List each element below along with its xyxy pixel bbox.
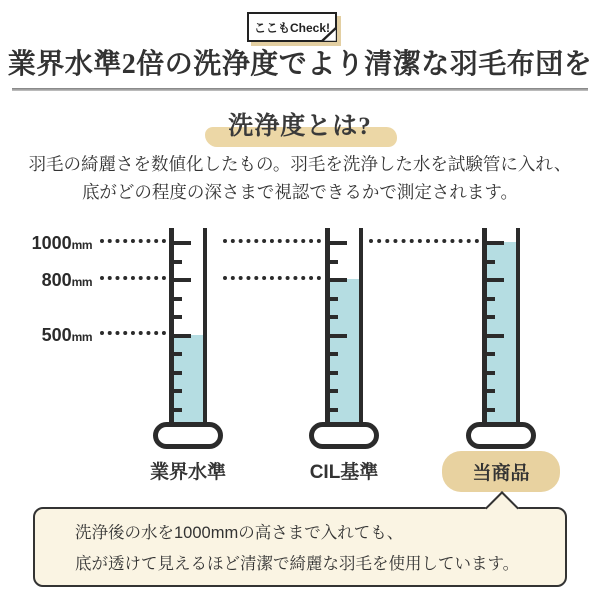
description-line-2: 底がどの程度の深さまで視認できるかで測定されます。 — [81, 182, 519, 202]
cylinder-base — [153, 422, 223, 449]
test-tube — [309, 228, 379, 428]
cleanliness-chart — [0, 225, 600, 490]
tick-mark — [169, 241, 191, 245]
callout-box — [33, 507, 567, 587]
tick-mark — [325, 389, 338, 393]
tube-wall — [203, 228, 208, 428]
tick-mark — [169, 389, 182, 393]
tick-mark — [169, 297, 182, 301]
cylinder-cil-standard — [309, 228, 379, 486]
description — [0, 150, 600, 206]
tick-mark — [169, 371, 182, 375]
tick-mark — [482, 408, 495, 412]
axis-label-800mm: 800mm — [41, 270, 92, 290]
tick-mark — [482, 278, 504, 282]
axis-label-500mm: 500mm — [41, 325, 92, 345]
description-line-1: 羽毛の綺麗さを数値化したもの。羽毛を洗浄した水を試験管に入れ、 — [28, 154, 572, 174]
tube-wall — [325, 228, 330, 428]
tick-mark — [169, 408, 182, 412]
section-heading: 洗浄度とは? — [228, 113, 372, 140]
section-heading-wrap — [0, 106, 600, 142]
tick-mark — [482, 352, 495, 356]
cylinder-base — [309, 422, 379, 449]
tube-wall — [482, 228, 487, 428]
check-badge-label: ここもCheck! — [253, 20, 330, 35]
tick-mark — [325, 371, 338, 375]
tick-mark — [482, 334, 504, 338]
tick-mark — [169, 260, 182, 264]
dotted-leader — [369, 239, 479, 243]
test-tube — [153, 228, 223, 428]
tick-mark — [325, 352, 338, 356]
cylinder-this-product — [466, 228, 536, 486]
tick-mark — [325, 315, 338, 319]
tick-mark — [325, 408, 338, 412]
test-tube — [466, 228, 536, 428]
tick-mark — [325, 278, 347, 282]
tick-mark — [482, 389, 495, 393]
water-fill — [173, 335, 203, 427]
dotted-leader — [223, 276, 321, 280]
folded-corner-icon — [321, 26, 337, 42]
cylinder-industry-standard — [149, 228, 226, 486]
tick-mark — [169, 352, 182, 356]
tick-mark — [169, 334, 191, 338]
check-badge — [247, 12, 337, 42]
tube-wall — [169, 228, 174, 428]
title-divider — [12, 88, 588, 91]
callout-text — [35, 509, 565, 580]
tick-mark — [482, 260, 495, 264]
tube-wall — [359, 228, 364, 428]
tick-mark — [482, 315, 495, 319]
tick-mark — [482, 241, 504, 245]
cylinder-label-highlighted: 当商品 — [442, 451, 560, 492]
tube-wall — [516, 228, 521, 428]
tick-mark — [325, 297, 338, 301]
tick-mark — [325, 260, 338, 264]
tick-mark — [325, 241, 347, 245]
axis-label-1000mm: 1000mm — [31, 233, 92, 253]
cylinder-label: 業界水準 — [149, 462, 226, 483]
cylinder-base — [466, 422, 536, 449]
tick-mark — [325, 334, 347, 338]
page-title: 業界水準2倍の洗浄度でより清潔な羽毛布団を — [7, 49, 593, 80]
tick-mark — [169, 315, 182, 319]
tick-mark — [482, 297, 495, 301]
cylinder-label: CIL基準 — [309, 462, 379, 483]
tick-mark — [482, 371, 495, 375]
tick-mark — [169, 278, 191, 282]
dotted-leader — [223, 239, 321, 243]
callout-line-1: 洗浄後の水を1000mmの高さまで入れても、 — [75, 524, 404, 542]
callout-line-2: 底が透けて見えるほど清潔で綺麗な羽毛を使用しています。 — [75, 555, 520, 573]
